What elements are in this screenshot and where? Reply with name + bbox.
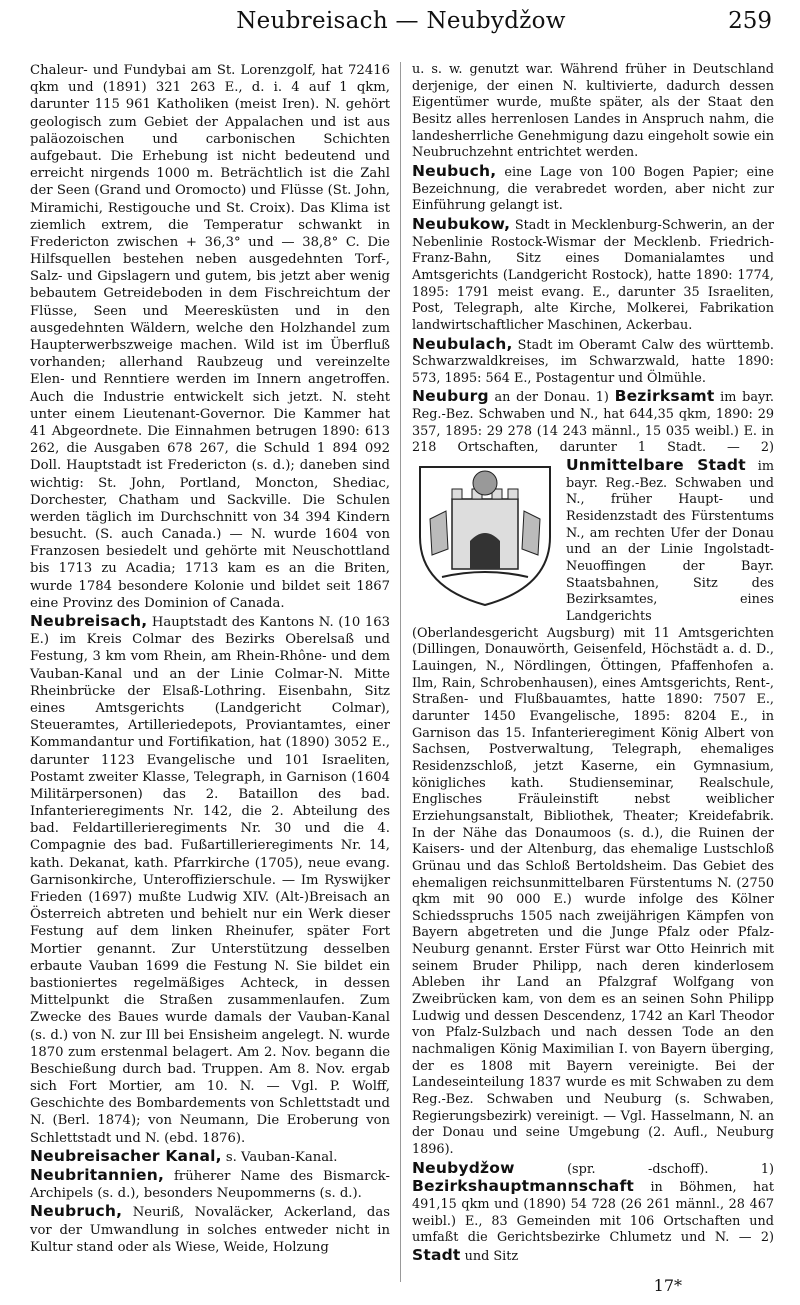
sheet-signature: 17* <box>653 1276 682 1295</box>
entry-text: (spr. -dschoff). 1) <box>514 1161 774 1177</box>
entry-text: an der Donau. 1) <box>488 390 615 406</box>
entry-neubukow <box>412 216 774 335</box>
entry-neubulach <box>412 336 774 388</box>
page-header <box>30 6 772 46</box>
page-number: 259 <box>728 8 772 34</box>
entry-text: und Sitz <box>460 1248 519 1264</box>
entry-neubreisach <box>30 613 390 1147</box>
entry-headword: Neubukow, <box>412 214 511 233</box>
column-divider <box>400 62 401 1282</box>
right-column <box>412 62 774 1266</box>
entry-headword: Neubydžow <box>412 1158 515 1177</box>
entry-headword: Neubuch, <box>412 161 497 180</box>
entry-neubydzow <box>412 1160 774 1266</box>
entry-subhead: Bezirksamt <box>614 387 715 406</box>
entry-neubuch <box>412 163 774 215</box>
running-head: Neubreisach — Neubydžow <box>236 8 566 34</box>
entry-text: im bayr. Reg.-Bez. Schwaben und N., früher Haupt- und Residenzstadt des Fürstentums N., am rechten Ufer der Donau und an der Linie Ingolstadt-Neuoffingen der Bayr. Staatsbahnen, Sitz des Bezirksamtes, eines Landgerichts (Oberlandesgericht Augsburg) mit 11 Amtsgerichten (Dillingen, Donauwörth, Geisenfeld, Höchstädt a. d. D., Lauingen, N., Nördlingen, Öttingen, Pfaffenhofen a. Ilm, Rain, Schrobenhausen), eines Amtsgerichts, Rent-, Straßen- und Flußbauamtes, hatte 1890: 7507 E., darunter 1450 Evangelische, 1895: 8204 E., in Garnison das 15. Infanterieregiment König Albert von Sachsen, Postverwaltung, Telegraph, ehemaliges Residenzschloß, jetzt Kaserne, ein Gymnasium, königliches kath. Studienseminar, Realschule, Englisches Fräuleinstift nebst weiblicher Erziehungsanstalt, Bibliothek, Theater; Kreidefabrik. In der Nähe das Donaumoos (s. d.), die Ruinen der Kaisers- und der Altenburg, das ehemalige Lustschloß Grünau und das Schloß Bertoldsheim. Das Gebiet des ehemaligen reichsunmittelbaren Fürstentums N. (2750 qkm mit 90 000 E.) wurde infolge des Kölner Schiedsspruchs 1505 nach zweijährigen Kämpfen von Bayern abgetreten und die Junge Pfalz oder Pfalz-Neuburg genannt. Erster Fürst war Otto Heinrich mit seinem Bruder Philipp, nach deren kinderlosem Ableben ihr Land an Pfalzgraf Wolfgang von Zweibrücken kam, von dem es an seinen Sohn Philipp Ludwig und dessen Descendenz, 1742 an Karl Theodor von Pfalz-Sulzbach und nach dessen Tode an den nachmaligen König Maximilian I. von Bayern überging, der es 1808 mit Bayern vereinigte. Bei der Landeseinteilung 1837 wurde es mit Schwaben zu dem Reg.-Bez. Schwaben und Neuburg (s. Schwaben, Regierungsbezirk) vereinigt. — Vgl. Hasselmann, N. an der Donau und seine Umgebung (2. Aufl., Neuburg 1896). <box>412 459 774 1157</box>
entry-headword: Neubritannien, <box>30 1166 165 1184</box>
entry-subhead: Unmittelbare Stadt <box>566 456 746 475</box>
paragraph-neubruch-cont: u. s. w. genutzt war. Während früher in Deutschland derjenige, der einen N. kultivierte, dadurch dessen Eigentümer wurde, mußte später, als der Staat den Besitz alles herrenlosen Landes in Anspruch nahm, die landesherrliche Genehmigung dazu eingeholt sowie ein Neubruchzehnt entrichtet werden. <box>412 62 774 161</box>
entry-text: Neuriß, Novaläcker, Ackerland, das vor der Umwandlung in solches entweder nicht in Kultur stand oder als Wiese, Weide, Holzung <box>30 1205 390 1255</box>
left-column <box>30 62 390 1256</box>
entry-text: im bayr. Reg.-Bez. Schwaben und N., hat 644,35 qkm, 1890: 29 357, 1895: 29 278 (14 243 männl., 15 035 weibl.) E. in 218 Ortschaften, darunter 1 Stadt. — 2) <box>412 390 774 456</box>
entry-subhead: Stadt <box>412 1245 461 1264</box>
entry-headword: Neubruch, <box>30 1202 123 1221</box>
entry-text: Stadt in Mecklenburg-Schwerin, an der Nebenlinie Rostock-Wismar der Mecklenb. Friedrich-Franz-Bahn, Sitz eines Domanialamtes und Amtsgerichts (Landgericht Rostock), hatte 1890: 1774, 1895: 1791 meist evang. E., darunter 35 Israeliten, Post, Telegraph, alte Kirche, Molkerei, Fabrikation landwirtschaftlicher Maschinen, Ackerbau. <box>412 217 774 333</box>
entry-text: Stadt im Oberamt Calw des württemb. Schwarzwaldkreises, im Schwarzwald, hatte 1890: 573, 1895: 564 E., Postagentur und Ölmühle. <box>412 337 774 386</box>
entry-neubruch <box>30 1203 390 1256</box>
entry-text: eine Lage von 100 Bogen Papier; eine Bezeichnung, die verabredet worden, aber nicht zur Einführung gelangt ist. <box>412 164 774 214</box>
entry-headword: Neuburg <box>412 387 489 406</box>
entry-headword: Neubreisacher Kanal, <box>30 1146 222 1165</box>
entry-headword: Neubreisach, <box>30 612 148 630</box>
entry-neubritannien <box>30 1167 390 1202</box>
entry-text: s. Vauban-Kanal. <box>221 1149 338 1165</box>
paragraph-neubraunschweig-cont: Chaleur- und Fundybai am St. Lorenzgolf, hat 72416 qkm und (1891) 321 263 E., d. i. 4 auf 1 qkm, darunter 115 961 Katholiken (meist Iren). N. gehört geologisch zum Gebiet der Appalachen und ist aus paläozoischen und carbonischen Schichten aufgebaut. Die Erhebung ist nicht bedeutend und erreicht nirgends 1000 m. Beträchtlich ist die Zahl der Seen (Grand und Oromocto) und Flüsse (St. John, Miramichi, Restigouche und St. Croix). Das Klima ist ziemlich extrem, die Temperatur schwankt in Fredericton zwischen + 36,3° und — 38,8° C. Die Hilfsquellen bestehen neben ausgedehnten Torf-, Salz- und Gipslagern und gutem, bis jetzt aber wenig bebautem Getreideboden in dem Fischreichtum der Flüsse, Seen und Meeresküsten und in den ausgedehnten Wäldern, welche den Holzhandel zum Haupterwerbszweige machen. Wild ist im Überfluß vorhanden; allerhand Raubzeug und vereinzelte Elen- und Renntiere werden im Innern angetroffen. Auch die Industrie entwickelt sich jetzt. N. steht unter einem Lieutenant-Governor. Die Kammer hat 41 Abgeordnete. Die Einnahmen betrugen 1890: 613 262, die Ausgaben 678 267, die Schuld 1 894 092 Doll. Hauptstadt ist Fredericton (s. d.); daneben sind wichtig: St. John, Portland, Moncton, Shediac, Dorchester, Chatham und Sackville. Die Schulen werden täglich im Durchschnitt von 34 394 Kindern besucht. (S. auch Canada.) — N. wurde 1604 von Franzosen besiedelt und gehörte mit Neuschottland bis 1713 zu Acadia; 1713 kam es an die Briten, wurde 1784 besondere Kolonie und bildet seit 1867 eine Provinz des Dominion of Canada. <box>30 63 390 611</box>
entry-text: in Böhmen, hat 491,15 qkm und (1890) 54 728 (26 261 männl., 28 467 weibl.) E., 83 Gemeinden mit 106 Ortschaften und umfaßt die Gerichtsbezirke Chlumetz und N. — 2) <box>412 1180 774 1246</box>
entry-text: Hauptstadt des Kantons N. (10 163 E.) im Kreis Colmar des Bezirks Oberelsaß und Festung, 3 km vom Rhein, am Rhein-Rhône- und dem Vauban-Kanal und an der Linie Colmar-N. Mitte Rheinbrücke der Elsaß-Lothring. Eisenbahn, Sitz eines Amtsgerichts (Landgericht Colmar), Steueramtes, Artilleriedepots, Proviantamtes, einer Kommandantur und Fortifikation, hat (1890) 3052 E., darunter 1123 Evangelische und 101 Israeliten, Postamt zweiter Klasse, Telegraph, in Garnison (1604 Militärpersonen) das 2. Bataillon des bad. Infanterieregiments Nr. 142, die 2. Abteilung des bad. Feldartillerieregiments Nr. 30 und die 4. Compagnie des bad. Fußartillerieregiments Nr. 14, kath. Dekanat, kath. Pfarrkirche (1705), neue evang. Garnisonkirche, Unteroffizierschule. — Im Ryswijker Frieden (1697) mußte Ludwig XIV. (Alt-)Breisach an Österreich abtreten und behielt nur ein Werk dieser Festung auf dem linken Rheinufer, später Fort Mortier genannt. Zur Unterstützung desselben erbaute Vauban 1699 die Festung N. Sie bildet ein bastioniertes regelmäßiges Achteck, in dessen Mittelpunkt die Straßen zusammenlaufen. Zum Zwecke des Baues wurde damals der Vauban-Kanal (s. d.) von N. zur Ill bei Ensisheim angelegt. N. wurde 1870 zum erstenmal belagert. Am 2. Nov. begann die Beschießung durch bad. Truppen. Am 8. Nov. ergab sich Fort Mortier, am 10. N. — Vgl. P. Wolff, Geschichte des Bombardements von Schlettstadt und N. (Berl. 1874); von Neumann, Die Eroberung von Schlettstadt und N. (ebd. 1876). <box>30 615 390 1146</box>
crest-icon <box>412 459 558 609</box>
entry-neuburg <box>412 388 774 1158</box>
entry-subhead: Bezirkshauptmannschaft <box>412 1177 635 1196</box>
entry-text: früherer Name des Bismarck-Archipels (s. d.), besonders Neupommerns (s. d.). <box>30 1169 390 1202</box>
entry-neubreisacher-kanal <box>30 1148 390 1166</box>
entry-headword: Neubulach, <box>412 334 513 353</box>
